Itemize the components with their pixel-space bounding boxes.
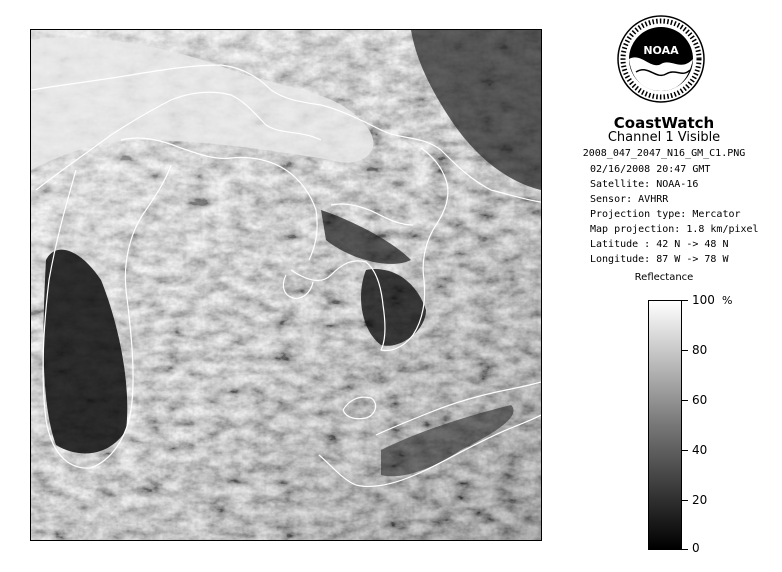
noaa-logo	[616, 14, 706, 104]
colorbar-tick	[682, 350, 688, 351]
colorbar-tick-label: 100	[692, 293, 715, 307]
meta-map-projection: Map projection: 1.8 km/pixel	[590, 224, 759, 235]
colorbar-tick-label: 0	[692, 541, 700, 555]
filename-label: 2008_047_2047_N16_GM_C1.PNG	[582, 148, 746, 159]
meta-longitude: Longitude: 87 W -> 78 W	[590, 254, 729, 265]
colorbar-title: Reflectance	[634, 272, 694, 283]
colorbar-tick	[682, 400, 688, 401]
meta-projection-type: Projection type: Mercator	[590, 209, 741, 220]
metadata-list	[590, 162, 776, 267]
colorbar-tick-label: 60	[692, 393, 708, 407]
reflectance-colorbar	[648, 300, 682, 550]
colorbar-tick	[682, 500, 688, 501]
meta-sensor: Sensor: AVHRR	[590, 194, 669, 205]
meta-datetime: 02/16/2008 20:47 GMT	[590, 164, 711, 175]
colorbar-tick	[682, 549, 688, 550]
colorbar-tick	[682, 450, 688, 451]
meta-satellite: Satellite: NOAA-16	[590, 179, 699, 190]
channel-subtitle: Channel 1 Visible	[607, 130, 721, 145]
meta-latitude: Latitude : 42 N -> 48 N	[590, 239, 729, 250]
satellite-image	[30, 29, 542, 541]
colorbar-tick	[682, 300, 688, 301]
product-title: CoastWatch	[613, 114, 715, 132]
logo-text: NOAA	[643, 44, 679, 57]
colorbar-tick-label: 40	[692, 443, 708, 457]
colorbar-tick-label: 20	[692, 493, 708, 507]
satellite-map-svg	[31, 30, 541, 540]
colorbar-tick-label: 80	[692, 343, 708, 357]
colorbar-unit: %	[722, 294, 733, 307]
